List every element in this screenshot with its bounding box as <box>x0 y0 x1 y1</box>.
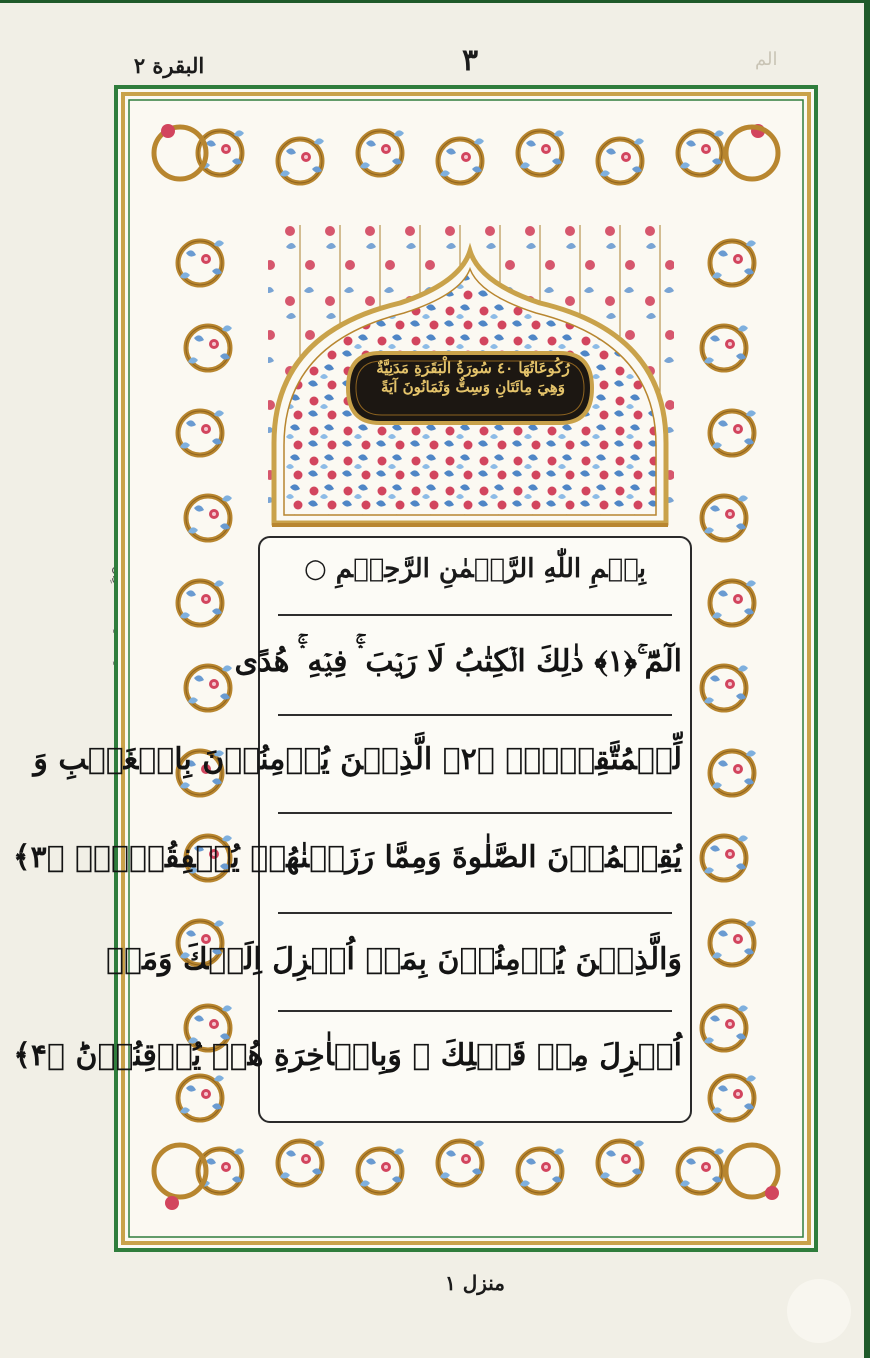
show-through-text: الم <box>755 49 778 70</box>
corner-stamp <box>787 1279 851 1343</box>
verse-line-5: اُنۡزِلَ مِنۡ قَبۡلِكَ ۚ وَبِالۡاٰخِرَةِ هُمۡ يُوۡقِنُوۡنَؕ ﴿۴﴾ <box>13 1038 682 1073</box>
quran-page <box>0 3 864 1358</box>
page-number: ٣ <box>461 43 479 78</box>
verse-line-1: الٓمّٓ ۚ﴿۱﴾ ذٰلِكَ الۡكِتٰبُ لَا رَيۡبَ ۛۚ فِيۡهِ ۛۚ هُدًى <box>234 644 682 679</box>
basmala: بِسۡمِ اللّٰهِ الرَّحۡمٰنِ الرَّحِيۡمِ ○ <box>304 554 646 584</box>
verse-panel <box>12 536 692 1123</box>
line-rule <box>278 614 672 616</box>
surah-name-header: البقرة ٢ <box>133 53 205 78</box>
verse-line-4: وَالَّذِيۡنَ يُؤۡمِنُوۡنَ بِمَاۤ اُنۡزِلَ اِلَيۡكَ وَمَاۤ <box>105 942 682 977</box>
title-line-2: وَهِيَ مِائَتَانِ وَسِتٌّ وَثَمَانُونَ آيَةً <box>381 378 565 396</box>
surah-title-cartouche <box>368 359 578 397</box>
verse-line-2: لِّلۡمُتَّقِيۡنَۙ ﴿۲﴾ الَّذِيۡنَ يُؤۡمِنُوۡنَ بِالۡغَيۡبِ وَ <box>33 742 682 777</box>
line-rule <box>278 812 672 814</box>
verse-line-3: يُقِيۡمُوۡنَ الصَّلٰوةَ وَمِمَّا رَزَقۡنٰهُمۡ يُنۡفِقُوۡنَۙ ﴿۳﴾ <box>12 840 682 875</box>
line-rule <box>278 714 672 716</box>
line-rule <box>278 1010 672 1012</box>
line-rule <box>278 912 672 914</box>
title-line-1: رُكُوعَاتُهَا ٤٠ سُورَةُ الْبَقَرَةِ مَدَنِيَّةٌ <box>376 359 570 377</box>
manzil-label: منزل ١ <box>444 1271 506 1295</box>
